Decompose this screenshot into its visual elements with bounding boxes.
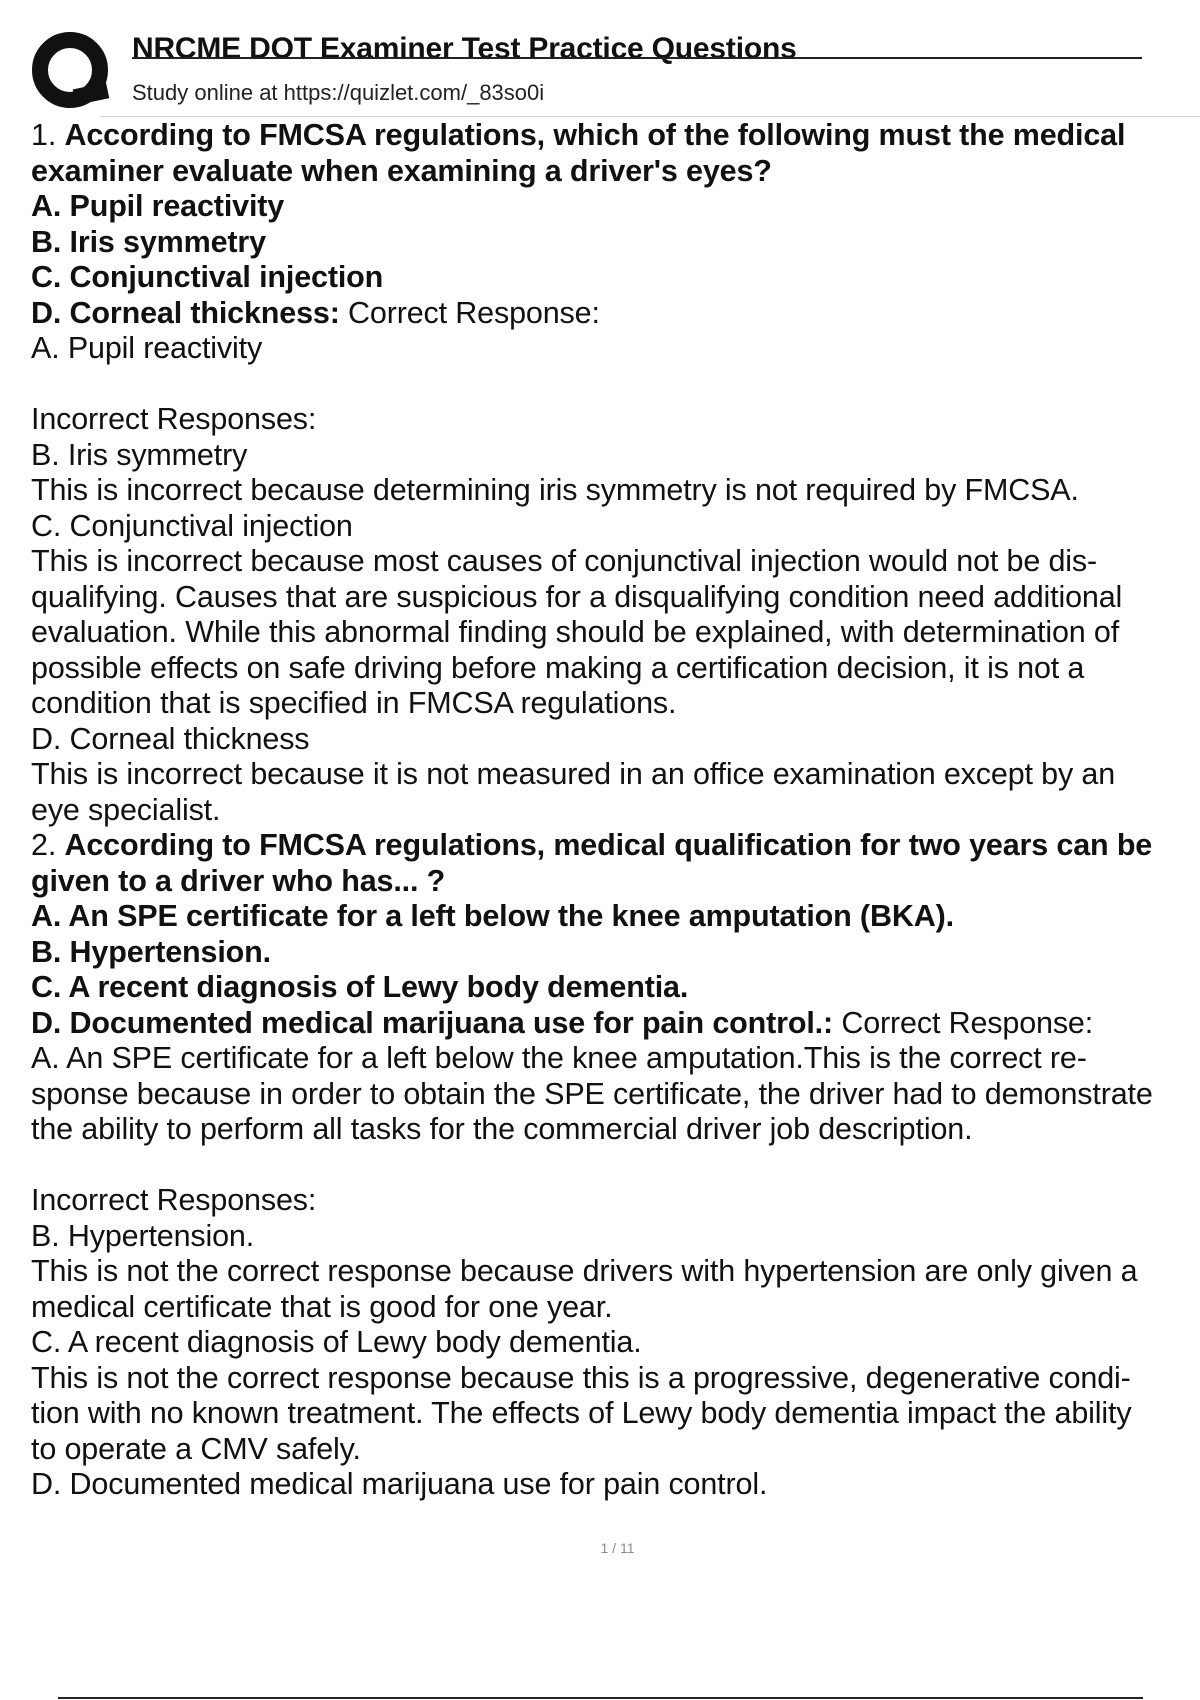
page-number: 1 / 11 xyxy=(600,1540,635,1556)
q2-incorrect-label: Incorrect Responses: xyxy=(31,1183,317,1217)
q1-incorrect-d-title: D. Corneal thickness xyxy=(31,721,310,756)
q1-correct-label: Correct Response: xyxy=(339,295,600,330)
q2-incorrect-c-explanation: tion with no known treatment. The effects of Lewy body dementia impact the ability xyxy=(31,1396,1132,1430)
q2-number: 2. xyxy=(31,828,65,862)
q2-incorrect-d-title: D. Documented medical marijuana use for pain control. xyxy=(31,1467,768,1501)
q1-incorrect-d-explanation: This is incorrect because it is not measured in an office examination except by an xyxy=(31,757,1116,791)
title-underline xyxy=(132,57,1142,59)
q1-incorrect-d-explanation: eye specialist. xyxy=(31,792,221,827)
q1-option-d-line xyxy=(31,296,1200,332)
q2-correct-answer: the ability to perform all tasks for the commercial driver job description. xyxy=(31,1112,973,1146)
q1-incorrect-b-explanation: This is incorrect because determining iris symmetry is not required by FMCSA. xyxy=(31,473,1079,507)
q2-option-c: C. A recent diagnosis of Lewy body dementia. xyxy=(31,970,689,1004)
q1-incorrect-c-explanation: This is incorrect because most causes of conjunctival injection would not be dis- xyxy=(31,544,1098,578)
q2-incorrect-c-explanation: to operate a CMV safely. xyxy=(31,1431,361,1466)
q2-option-a: A. An SPE certificate for a left below the knee amputation (BKA). xyxy=(31,899,954,933)
q1-option-d: D. Corneal thickness: xyxy=(31,295,340,330)
q1-incorrect-c-title: C. Conjunctival injection xyxy=(31,508,353,543)
q1-incorrect-c-explanation: condition that is specified in FMCSA regulations. xyxy=(31,686,677,720)
q1-correct-answer: A. Pupil reactivity xyxy=(31,331,263,365)
q1-incorrect-b-title: B. Iris symmetry xyxy=(31,437,248,472)
footer-divider xyxy=(58,1697,1143,1699)
document-title: NRCME DOT Examiner Test Practice Questions xyxy=(132,32,797,65)
q1-incorrect-c-explanation: qualifying. Causes that are suspicious for a disqualifying condition need additional xyxy=(31,579,1123,614)
q2-stem-line: given to a driver who has... ? xyxy=(31,863,446,898)
q2-correct-label: Correct Response: xyxy=(833,1005,1094,1040)
q1-incorrect-label: Incorrect Responses: xyxy=(31,402,317,436)
q1-stem: According to FMCSA regulations, which of the following must the medical xyxy=(64,118,1126,152)
q1-option-c: C. Conjunctival injection xyxy=(31,260,384,294)
study-online-line xyxy=(132,80,544,106)
question-content xyxy=(31,118,1200,1503)
header-divider xyxy=(100,116,1200,117)
page-header xyxy=(0,0,1200,118)
q1-number: 1. xyxy=(31,118,65,152)
q1-option-a: A. Pupil reactivity xyxy=(31,189,285,223)
q2-incorrect-c-title: C. A recent diagnosis of Lewy body dementia. xyxy=(31,1325,642,1359)
quizlet-logo-icon xyxy=(30,30,114,114)
q2-option-b: B. Hypertension. xyxy=(31,934,271,969)
q2-option-d-line xyxy=(31,1006,1200,1042)
spacer xyxy=(31,1148,1200,1184)
study-online-link[interactable]: https://quizlet.com/_83so0i xyxy=(283,80,545,105)
q1-incorrect-c-explanation: possible effects on safe driving before making a certification decision, it is not a xyxy=(31,650,1085,685)
study-online-label: Study online at xyxy=(132,80,284,105)
q1-incorrect-c-explanation: evaluation. While this abnormal finding should be explained, with determination of xyxy=(31,615,1120,649)
q2-correct-answer: sponse because in order to obtain the SPE certificate, the driver had to demonstrate xyxy=(31,1076,1153,1111)
q2-incorrect-b-explanation: medical certificate that is good for one year. xyxy=(31,1289,613,1324)
q2-stem-line xyxy=(31,828,1200,864)
q1-option-b: B. Iris symmetry xyxy=(31,224,266,259)
q2-stem: According to FMCSA regulations, medical qualification for two years can be xyxy=(64,828,1153,862)
q2-option-d: D. Documented medical marijuana use for pain control.: xyxy=(31,1005,833,1040)
q2-incorrect-b-explanation: This is not the correct response because drivers with hypertension are only given a xyxy=(31,1254,1138,1288)
q1-stem-line: examiner evaluate when examining a driver's eyes? xyxy=(31,153,772,188)
q1-stem-line xyxy=(31,118,1200,154)
spacer xyxy=(31,367,1200,403)
q2-incorrect-b-title: B. Hypertension. xyxy=(31,1218,255,1253)
q2-correct-answer: A. An SPE certificate for a left below the knee amputation.This is the correct re- xyxy=(31,1041,1087,1075)
q2-incorrect-c-explanation: This is not the correct response because this is a progressive, degenerative condi- xyxy=(31,1360,1131,1395)
